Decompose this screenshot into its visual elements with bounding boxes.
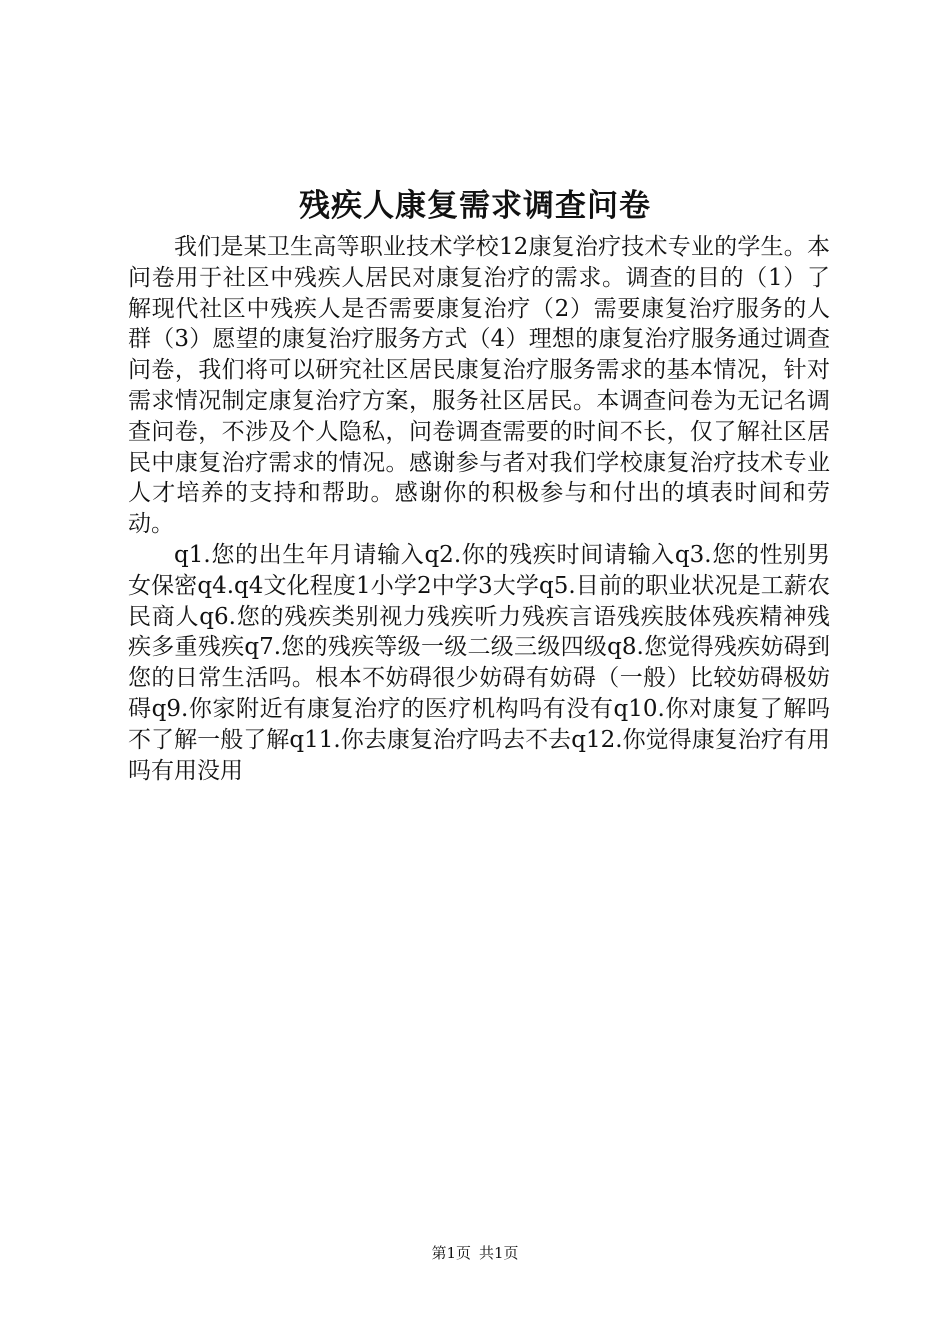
document-title: 残疾人康复需求调查问卷 xyxy=(299,188,651,224)
page-footer xyxy=(0,1242,950,1264)
page-number: 第1页 xyxy=(431,1244,471,1262)
page-total: 共1页 xyxy=(479,1244,519,1262)
document-body xyxy=(128,232,830,786)
intro-paragraph: 我们是某卫生高等职业技术学校12康复治疗技术专业的学生。本问卷用于社区中残疾人居民对康复治疗的需求。调查的目的（1）了解现代社区中残疾人是否需要康复治疗（2）需要康复治疗服务的人群（3）愿望的康复治疗服务方式（4）理想的康复治疗服务通过调查问卷，我们将可以研究社区居民康复治疗服务需求的基本情况，针对需求情况制定康复治疗方案，服务社区居民。本调查问卷为无记名调查问卷，不涉及个人隐私，问卷调查需要的时间不长，仅了解社区居民中康复治疗需求的情况。感谢参与者对我们学校康复治疗技术专业人才培养的支持和帮助。感谢你的积极参与和付出的填表时间和劳动。 xyxy=(128,234,830,538)
questions-paragraph: q1.您的出生年月请输入q2.你的残疾时间请输入q3.您的性别男女保密q4.q4文化程度1小学2中学3大学q5.目前的职业状况是工薪农民商人q6.您的残疾类别视力残疾听力残疾言语残疾肢体残疾精神残疾多重残疾q7.您的残疾等级一级二级三级四级q8.您觉得残疾妨碍到您的日常生活吗。根本不妨碍很少妨碍有妨碍（一般）比较妨碍极妨碍q9.你家附近有康复治疗的医疗机构吗有没有q10.你对康复了解吗不了解一般了解q11.你去康复治疗吗去不去q12.你觉得康复治疗有用吗有用没用 xyxy=(128,541,830,784)
